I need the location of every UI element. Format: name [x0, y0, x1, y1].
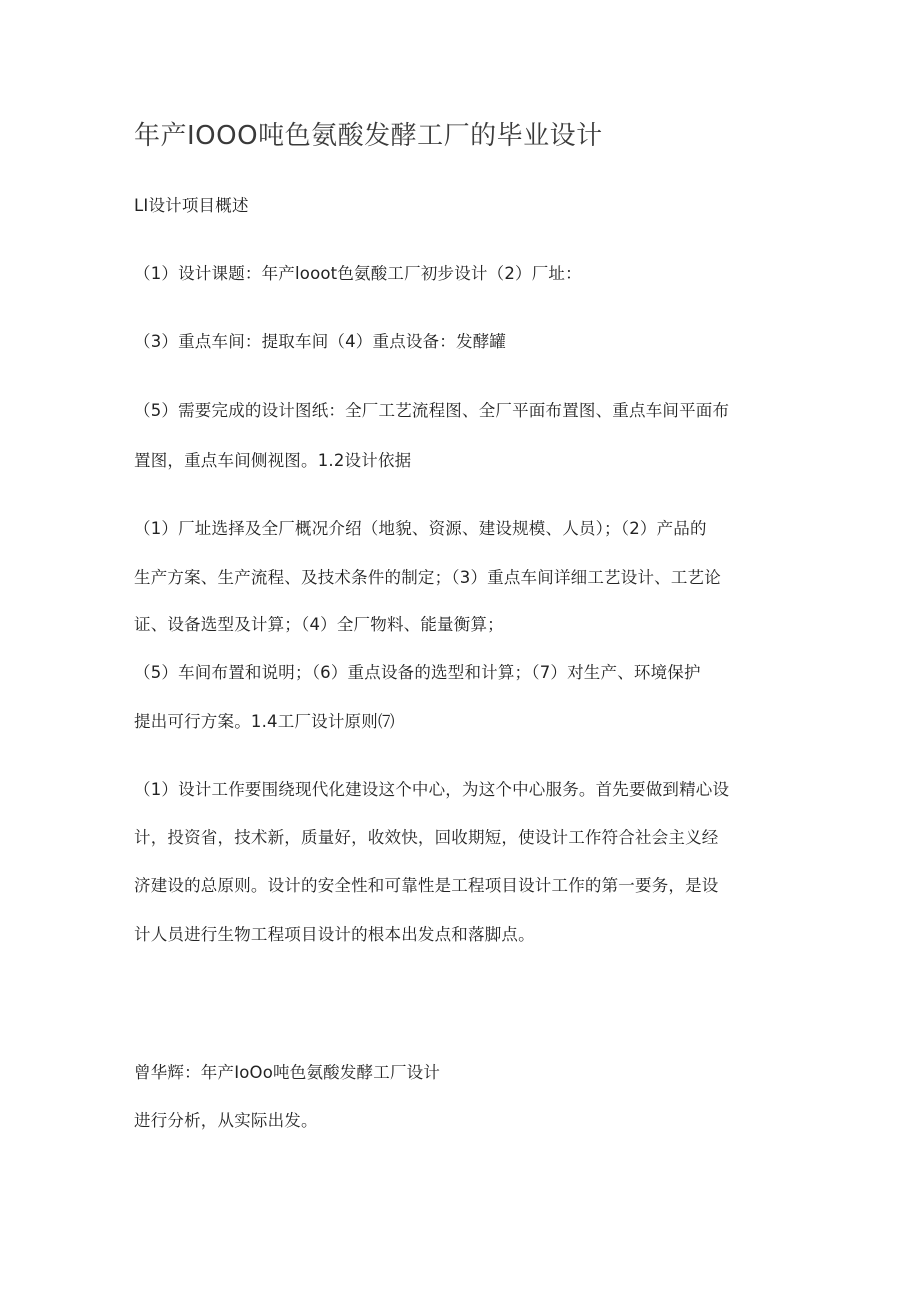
document-title: 年产IOOO吨色氨酸发酵工厂的毕业设计 [134, 121, 603, 151]
paragraph-line: （5）需要完成的设计图纸：全厂工艺流程图、全厂平面布置图、重点车间平面布 [134, 401, 730, 420]
paragraph-line: 提出可行方案。1.4工厂设计原则⑺ [134, 712, 395, 731]
paragraph-line: 生产方案、生产流程、及技术条件的制定；（3）重点车间详细工艺设计、工艺论 [134, 568, 721, 587]
paragraph-line: （5）车间布置和说明；（6）重点设备的选型和计算；（7）对生产、环境保护 [134, 663, 701, 682]
paragraph-line: （1）设计课题：年产looot色氨酸工厂初步设计（2）厂址： [134, 264, 582, 283]
paragraph-line: （3）重点车间：提取车间（4）重点设备：发酵罐 [134, 332, 507, 351]
section-heading: LI设计项目概述 [134, 196, 249, 215]
paragraph-line: （1）厂址选择及全厂概况介绍（地貌、资源、建设规模、人员）；（2）产品的 [134, 519, 707, 538]
footer-citation: 曾华辉：年产IoOo吨色氨酸发酵工厂设计 [134, 1063, 441, 1082]
paragraph-line: （1）设计工作要围绕现代化建设这个中心，为这个中心服务。首先要做到精心设 [134, 780, 730, 799]
paragraph-line: 计，投资省，技术新，质量好，收效快，回收期短，使设计工作符合社会主义经 [134, 828, 719, 847]
paragraph-line: 计人员进行生物工程项目设计的根本出发点和落脚点。 [134, 925, 535, 944]
paragraph-line: 济建设的总原则。设计的安全性和可靠性是工程项目设计工作的第一要务，是设 [134, 876, 719, 895]
footer-text: 进行分析，从实际出发。 [134, 1111, 318, 1130]
paragraph-line: 置图，重点车间侧视图。1.2设计依据 [134, 451, 412, 470]
paragraph-line: 证、设备选型及计算；（4）全厂物料、能量衡算； [134, 615, 504, 634]
